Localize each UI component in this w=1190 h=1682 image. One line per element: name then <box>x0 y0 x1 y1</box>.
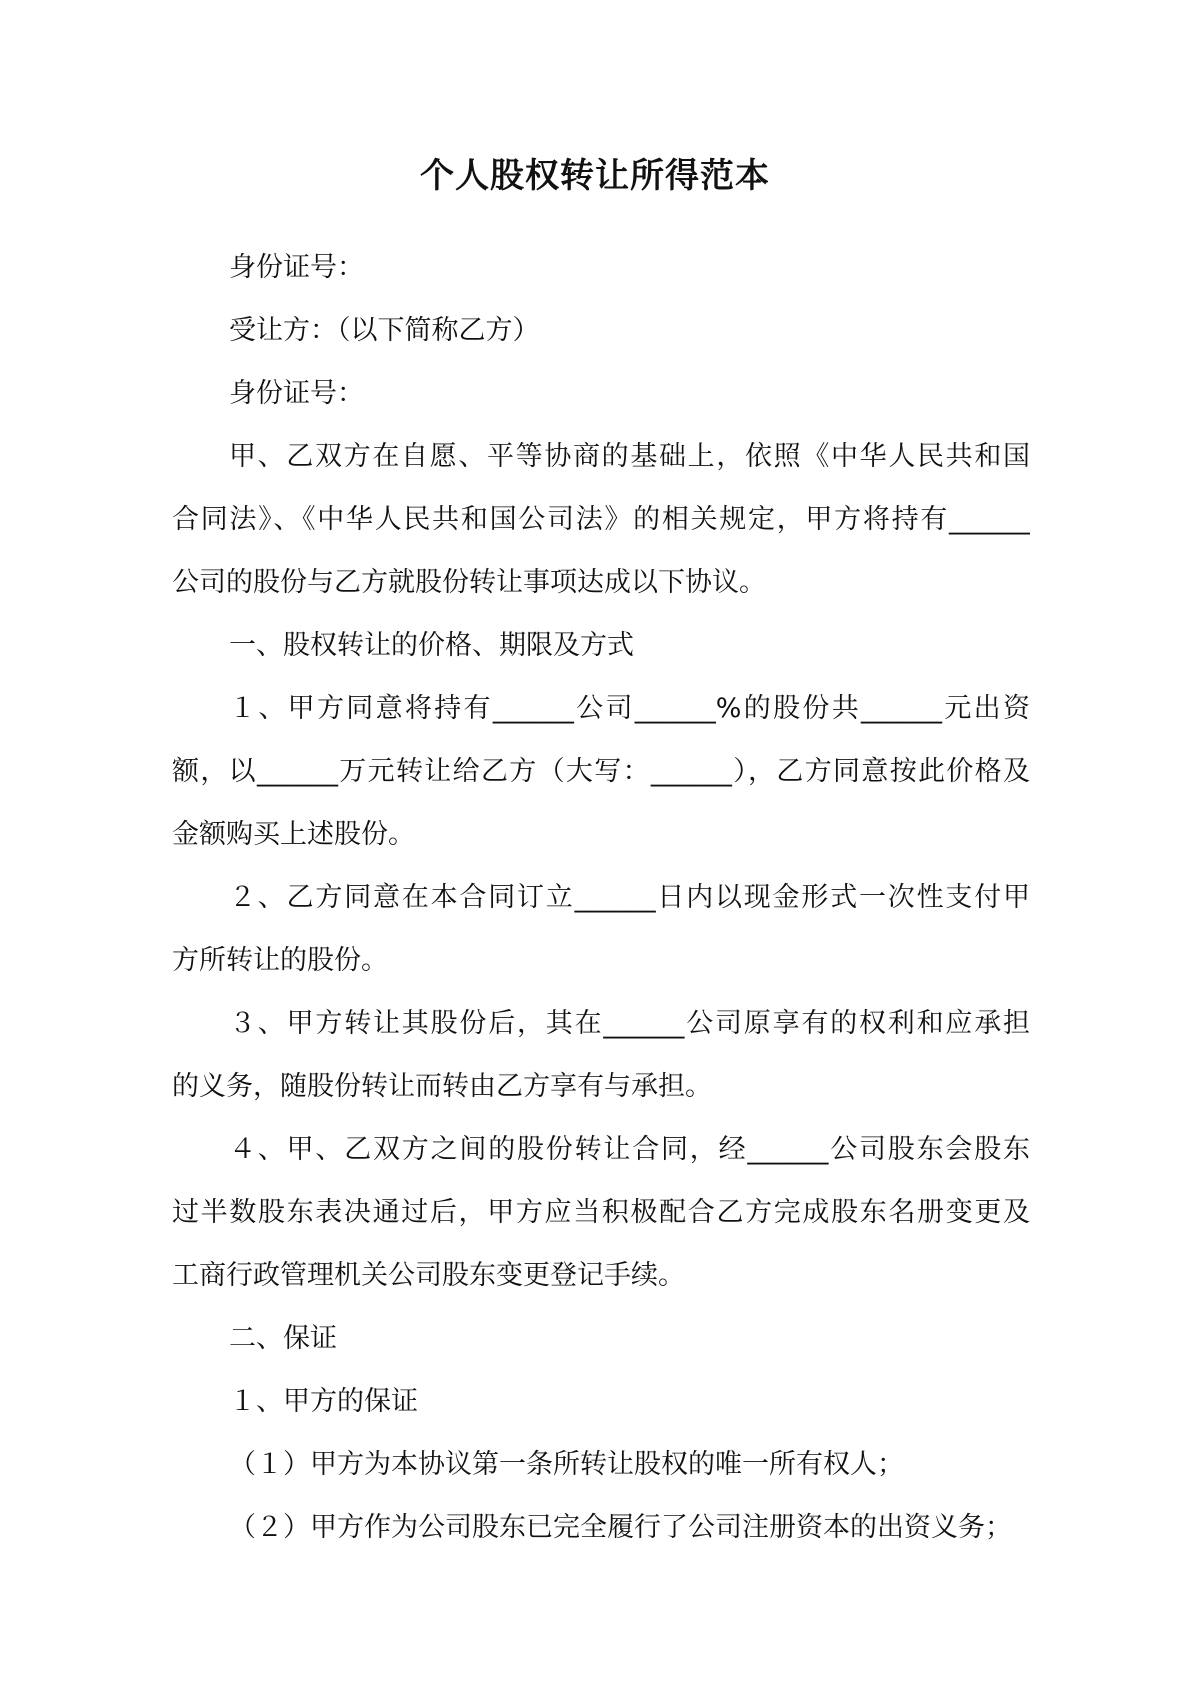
document-line: 公司的股份与乙方就股份转让事项达成以下协议。 <box>172 567 766 598</box>
document-line: ４、甲、乙双方之间的股份转让合同，经______公司股东会股东 <box>229 1134 1030 1165</box>
document-line: ２、乙方同意在本合同订立______日内以现金形式一次性支付甲 <box>229 882 1030 913</box>
document-line: 的义务，随股份转让而转由乙方享有与承担。 <box>172 1071 712 1102</box>
document-line: （２）甲方作为公司股东已完全履行了公司注册资本的出资义务； <box>229 1512 1012 1543</box>
document-line: ３、甲方转让其股份后，其在______公司原享有的权利和应承担 <box>229 1008 1030 1039</box>
document-title: 个人股权转让所得范本 <box>420 156 770 196</box>
document-line: （１）甲方为本协议第一条所转让股权的唯一所有权人； <box>229 1449 904 1480</box>
document-line: 额，以______万元转让给乙方（大写：______），乙方同意按此价格及 <box>172 756 1030 787</box>
document-line: 二、保证 <box>229 1323 337 1354</box>
document-line: 过半数股东表决通过后，甲方应当积极配合乙方完成股东名册变更及 <box>172 1197 1030 1228</box>
document-body <box>172 236 1030 1559</box>
document-line: 身份证号： <box>229 252 364 283</box>
document-line: 金额购买上述股份。 <box>172 819 415 850</box>
document-line: 合同法》、《中华人民共和国公司法》的相关规定，甲方将持有______ <box>172 504 1030 535</box>
document-line: 身份证号： <box>229 378 364 409</box>
document-line: 一、股权转让的价格、期限及方式 <box>229 630 634 661</box>
document-line: １、甲方的保证 <box>229 1386 418 1417</box>
document-line: 受让方：（以下简称乙方） <box>229 315 540 346</box>
document-line: 甲、乙双方在自愿、平等协商的基础上，依照《中华人民共和国 <box>229 441 1030 472</box>
document-line: 工商行政管理机关公司股东变更登记手续。 <box>172 1260 685 1291</box>
document-line: 方所转让的股份。 <box>172 945 388 976</box>
document-line: １、甲方同意将持有______公司______%的股份共______元出资 <box>229 693 1030 724</box>
